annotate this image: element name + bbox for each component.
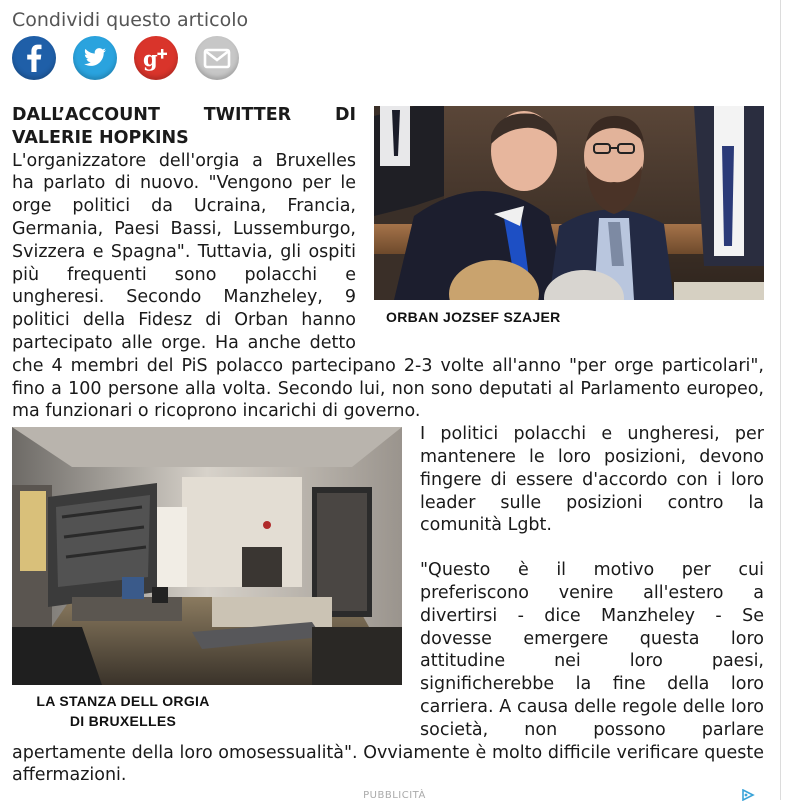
twitter-icon [73,36,117,80]
photo-bruxelles-room [12,427,402,685]
share-buttons [12,36,239,80]
google-plus-icon [134,36,178,80]
email-share-button[interactable] [195,36,239,80]
figure2-caption-line1: LA STANZA DELL ORGIA [36,693,210,710]
article-paragraph-2: I politici polacchi e ungheresi, per mantenere le loro posizioni, devono fingere di essere d'accordo con i loro leader sulle posizioni contro la comunità Lgbt. [420,424,764,536]
photo-orban-szajer [374,106,764,300]
ad-label: PUBBLICITÀ [363,790,426,801]
figure-bruxelles-room [12,427,402,731]
figure2-caption-line2: DI BRUXELLES [69,713,177,730]
article-paragraph-3: "Questo è il motivo per cui preferiscono venire all'estero a divertirsi - dice Manzheley - Se dovesse emergere questa loro attitudine nei loro paesi, significherebbe la fine della loro carriera. A causa delle regole delle loro società, non possono parlare apertamente della loro omosessualità". Ovviamente è molto difficile verificare queste affermazioni. [12,560,764,786]
page-border [780,0,781,800]
article-heading-line2: VALERIE HOPKINS [12,127,189,148]
google-plus-share-button[interactable] [134,36,178,80]
adchoices-icon[interactable] [741,789,755,801]
facebook-share-button[interactable] [12,36,56,80]
article-paragraph-1: L'organizzatore dell'orgia a Bruxelles ha parlato di nuovo. "Vengono per le orge politici da Ucraina, Francia, Germania, Paesi Bassi, Lussemburgo, Svizzera e Spagna". Tuttavia, gli ospiti più frequenti sono polacchi e ungheresi. Secondo Manzheley, 9 politici della Fidesz di Orban hanno partecipato alle orge. Ha anche detto che 4 membri del PiS polacco partecipano 2-3 volte all'anno "per orge particolari", fino a 100 persone alla volta. Secondo lui, non sono deputati al Parlamento europeo, ma funzionari o ricoprono incarichi di governo. [12,150,764,422]
svg-text:g: g [143,46,158,71]
article-body [12,104,764,787]
twitter-share-button[interactable] [73,36,117,80]
figure2-caption [12,691,228,731]
envelope-icon [195,36,239,80]
share-title: Condividi questo articolo [12,9,249,31]
article-heading: DALL’ACCOUNT TWITTER DI [12,105,356,125]
facebook-icon [12,36,56,80]
figure1-caption: ORBAN JOZSEF SZAJER [386,309,561,325]
figure-orban-szajer [374,106,764,329]
